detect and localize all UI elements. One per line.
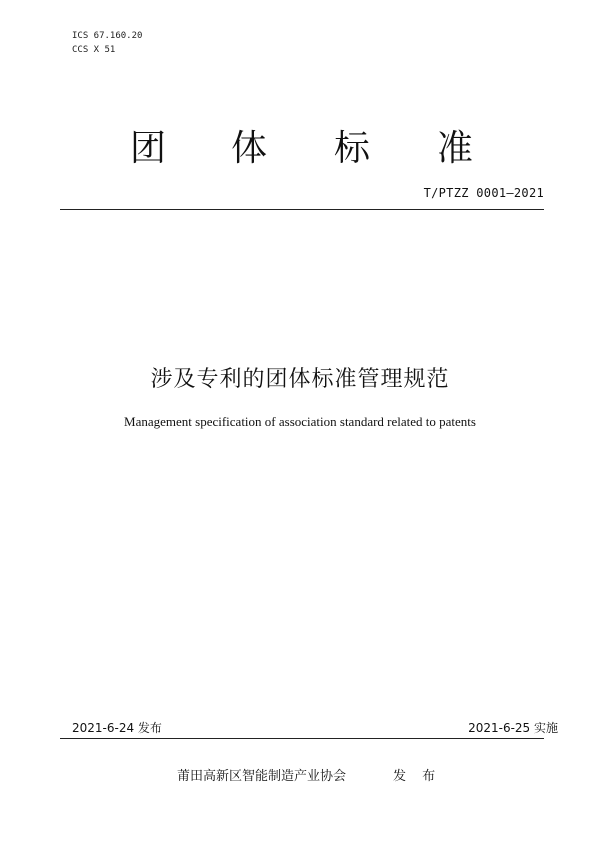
publish-label: 发 布 (393, 769, 442, 784)
classification-codes (72, 29, 142, 57)
document-type-title (0, 120, 600, 170)
title-char-1: 团 (130, 128, 167, 169)
implement-date: 2021-6-25 实施 (468, 721, 558, 735)
title-char-4: 准 (437, 128, 474, 169)
document-title-chinese: 涉及专利的团体标准管理规范 (150, 367, 450, 392)
publish-date: 2021-6-24 发布 (72, 721, 162, 735)
ccs-code: CCS X 51 (72, 45, 116, 55)
standard-number: T/PTZZ 0001—2021 (423, 186, 544, 200)
bottom-divider (60, 738, 544, 739)
publisher-name: 莆田高新区智能制造产业协会 (177, 769, 347, 784)
title-char-3: 标 (334, 128, 371, 169)
document-title-english: Management specification of association standard related to patents (124, 414, 476, 429)
ics-code: ICS 67.160.20 (72, 31, 143, 41)
title-char-2: 体 (231, 128, 268, 169)
top-divider (60, 209, 544, 210)
